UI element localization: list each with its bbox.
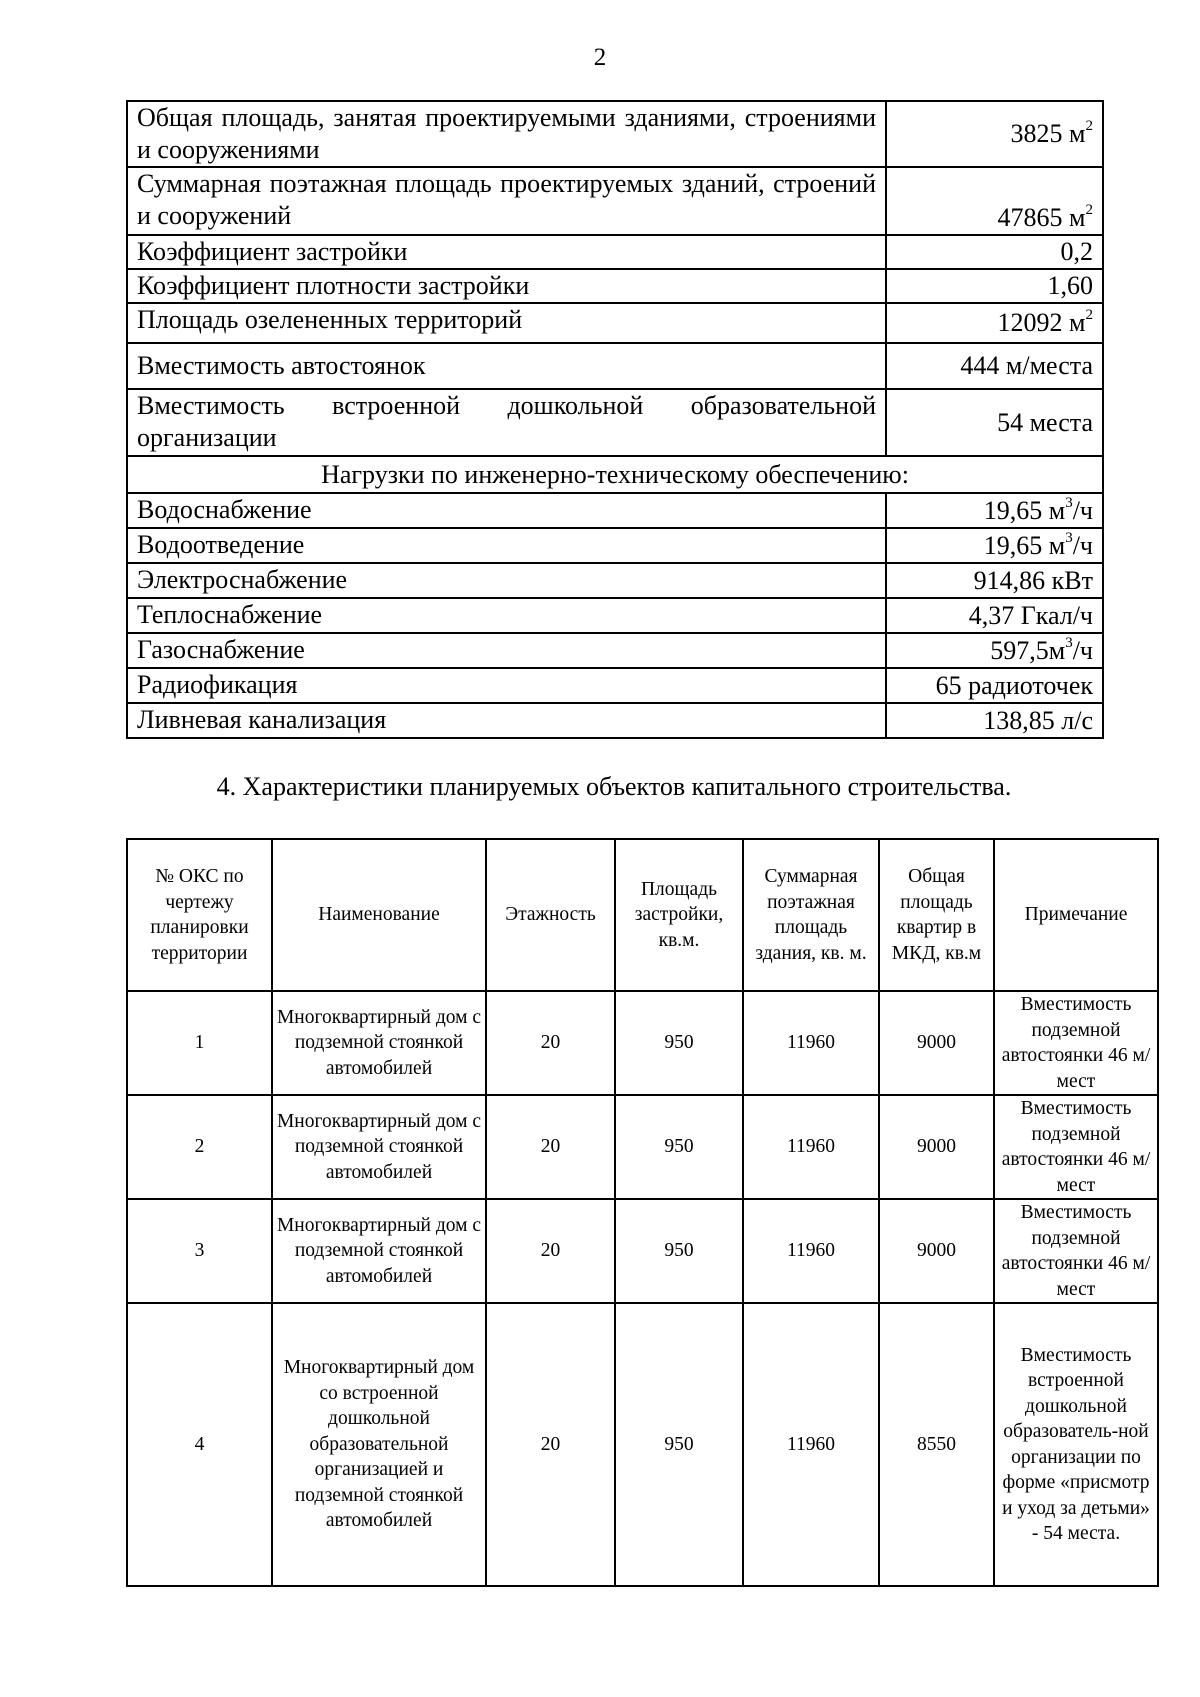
cell-apartments-area: 8550 bbox=[879, 1303, 994, 1586]
table-row bbox=[127, 1095, 1158, 1199]
table-row bbox=[127, 101, 1103, 167]
indicator-label: Коэффициент застройки bbox=[127, 235, 886, 269]
cell-floors: 20 bbox=[486, 991, 615, 1095]
load-value: 65 радиоточек bbox=[886, 668, 1103, 703]
cell-name: Многоквартирный дом с подземной стоянкой автомобилей bbox=[272, 991, 486, 1095]
indicator-label: Вместимость автостоянок bbox=[127, 343, 886, 389]
table-row bbox=[127, 456, 1103, 493]
load-value: 914,86 кВт bbox=[886, 563, 1103, 598]
cell-num: 1 bbox=[127, 991, 272, 1095]
cell-apartments-area: 9000 bbox=[879, 1095, 994, 1199]
indicator-label: Суммарная поэтажная площадь проектируемых зданий, строений и сооружений bbox=[127, 167, 886, 235]
load-value: 19,65 $м^3/ч$ bbox=[886, 493, 1103, 528]
column-header: Общая площадь квартир в МКД, кв.м bbox=[879, 839, 994, 991]
table-row bbox=[127, 493, 1103, 528]
cell-floors: 20 bbox=[486, 1199, 615, 1303]
cell-note: Вместимость встроенной дошкольной образователь-ной организации по форме «присмотр и уход за детьми» - 54 места. bbox=[994, 1303, 1158, 1586]
cell-total-area: 11960 bbox=[743, 991, 879, 1095]
cell-note: Вместимость подземной автостоянки 46 м/мест bbox=[994, 1199, 1158, 1303]
indicator-value: 1,60 bbox=[886, 269, 1103, 303]
indicator-value: 3825 $м^2$ bbox=[886, 101, 1103, 167]
column-header: Этажность bbox=[486, 839, 615, 991]
indicator-value: 0,2 bbox=[886, 235, 1103, 269]
indicator-value: 12092 $м^2$ bbox=[886, 303, 1103, 343]
cell-floors: 20 bbox=[486, 1095, 615, 1199]
load-label: Теплоснабжение bbox=[127, 598, 886, 633]
table-row bbox=[127, 343, 1103, 389]
cell-name: Многоквартирный дом с подземной стоянкой автомобилей bbox=[272, 1095, 486, 1199]
table-row bbox=[127, 269, 1103, 303]
table-row bbox=[127, 1199, 1158, 1303]
column-header: Суммарная поэтажная площадь здания, кв. м. bbox=[743, 839, 879, 991]
table-row bbox=[127, 598, 1103, 633]
column-header: Наименование bbox=[272, 839, 486, 991]
table-row bbox=[127, 167, 1103, 235]
indicator-value: 54 места bbox=[886, 389, 1103, 456]
table-row bbox=[127, 235, 1103, 269]
table-row bbox=[127, 703, 1103, 738]
table-row bbox=[127, 633, 1103, 668]
table-row bbox=[127, 389, 1103, 456]
section-title: 4. Характеристики планируемых объектов капитального строительства. bbox=[216, 772, 1012, 801]
load-label: Ливневая канализация bbox=[127, 703, 886, 738]
load-label: Газоснабжение bbox=[127, 633, 886, 668]
table-row bbox=[127, 303, 1103, 343]
cell-footprint: 950 bbox=[615, 1199, 743, 1303]
cell-name: Многоквартирный дом со встроенной дошкольной образовательной организацией и подземной стоянкой автомобилей bbox=[272, 1303, 486, 1586]
cell-apartments-area: 9000 bbox=[879, 991, 994, 1095]
load-value: 4,37 Гкал/ч bbox=[886, 598, 1103, 633]
cell-note: Вместимость подземной автостоянки 46 м/мест bbox=[994, 991, 1158, 1095]
indicator-label: Вместимость встроенной дошкольной образовательной организации bbox=[127, 389, 886, 456]
load-value: 138,85 л/с bbox=[886, 703, 1103, 738]
column-header: № ОКС по чертежу планировки территории bbox=[127, 839, 272, 991]
capital-construction-table bbox=[126, 838, 1159, 1587]
cell-num: 2 bbox=[127, 1095, 272, 1199]
indicator-label: Коэффициент плотности застройки bbox=[127, 269, 886, 303]
indicator-label: Площадь озелененных территорий bbox=[127, 303, 886, 343]
load-value: 19,65 $м^3/ч$ bbox=[886, 528, 1103, 563]
load-label: Электроснабжение bbox=[127, 563, 886, 598]
column-header: Площадь застройки, кв.м. bbox=[615, 839, 743, 991]
cell-name: Многоквартирный дом с подземной стоянкой автомобилей bbox=[272, 1199, 486, 1303]
table-row bbox=[127, 1303, 1158, 1586]
loads-subheading: Нагрузки по инженерно-техническому обеспечению: bbox=[127, 456, 1103, 493]
load-label: Водоснабжение bbox=[127, 493, 886, 528]
table-row bbox=[127, 668, 1103, 703]
cell-total-area: 11960 bbox=[743, 1303, 879, 1586]
load-label: Радиофикация bbox=[127, 668, 886, 703]
cell-footprint: 950 bbox=[615, 1095, 743, 1199]
project-indicators-table bbox=[126, 100, 1104, 739]
table-header-row bbox=[127, 839, 1158, 991]
cell-total-area: 11960 bbox=[743, 1095, 879, 1199]
indicator-value: 47865 $м^2$ bbox=[886, 167, 1103, 235]
load-label: Водоотведение bbox=[127, 528, 886, 563]
cell-note: Вместимость подземной автостоянки 46 м/мест bbox=[994, 1095, 1158, 1199]
table-row bbox=[127, 528, 1103, 563]
cell-footprint: 950 bbox=[615, 991, 743, 1095]
cell-total-area: 11960 bbox=[743, 1199, 879, 1303]
table-row bbox=[127, 991, 1158, 1095]
cell-num: 4 bbox=[127, 1303, 272, 1586]
load-value: $597,5м^3/ч$ bbox=[886, 633, 1103, 668]
cell-footprint: 950 bbox=[615, 1303, 743, 1586]
indicator-label: Общая площадь, занятая проектируемыми зданиями, строениями и сооружениями bbox=[127, 101, 886, 167]
table-row bbox=[127, 563, 1103, 598]
page-number: 2 bbox=[593, 44, 607, 71]
column-header: Примечание bbox=[994, 839, 1158, 991]
cell-num: 3 bbox=[127, 1199, 272, 1303]
cell-apartments-area: 9000 bbox=[879, 1199, 994, 1303]
cell-floors: 20 bbox=[486, 1303, 615, 1586]
indicator-value: 444 м/места bbox=[886, 343, 1103, 389]
